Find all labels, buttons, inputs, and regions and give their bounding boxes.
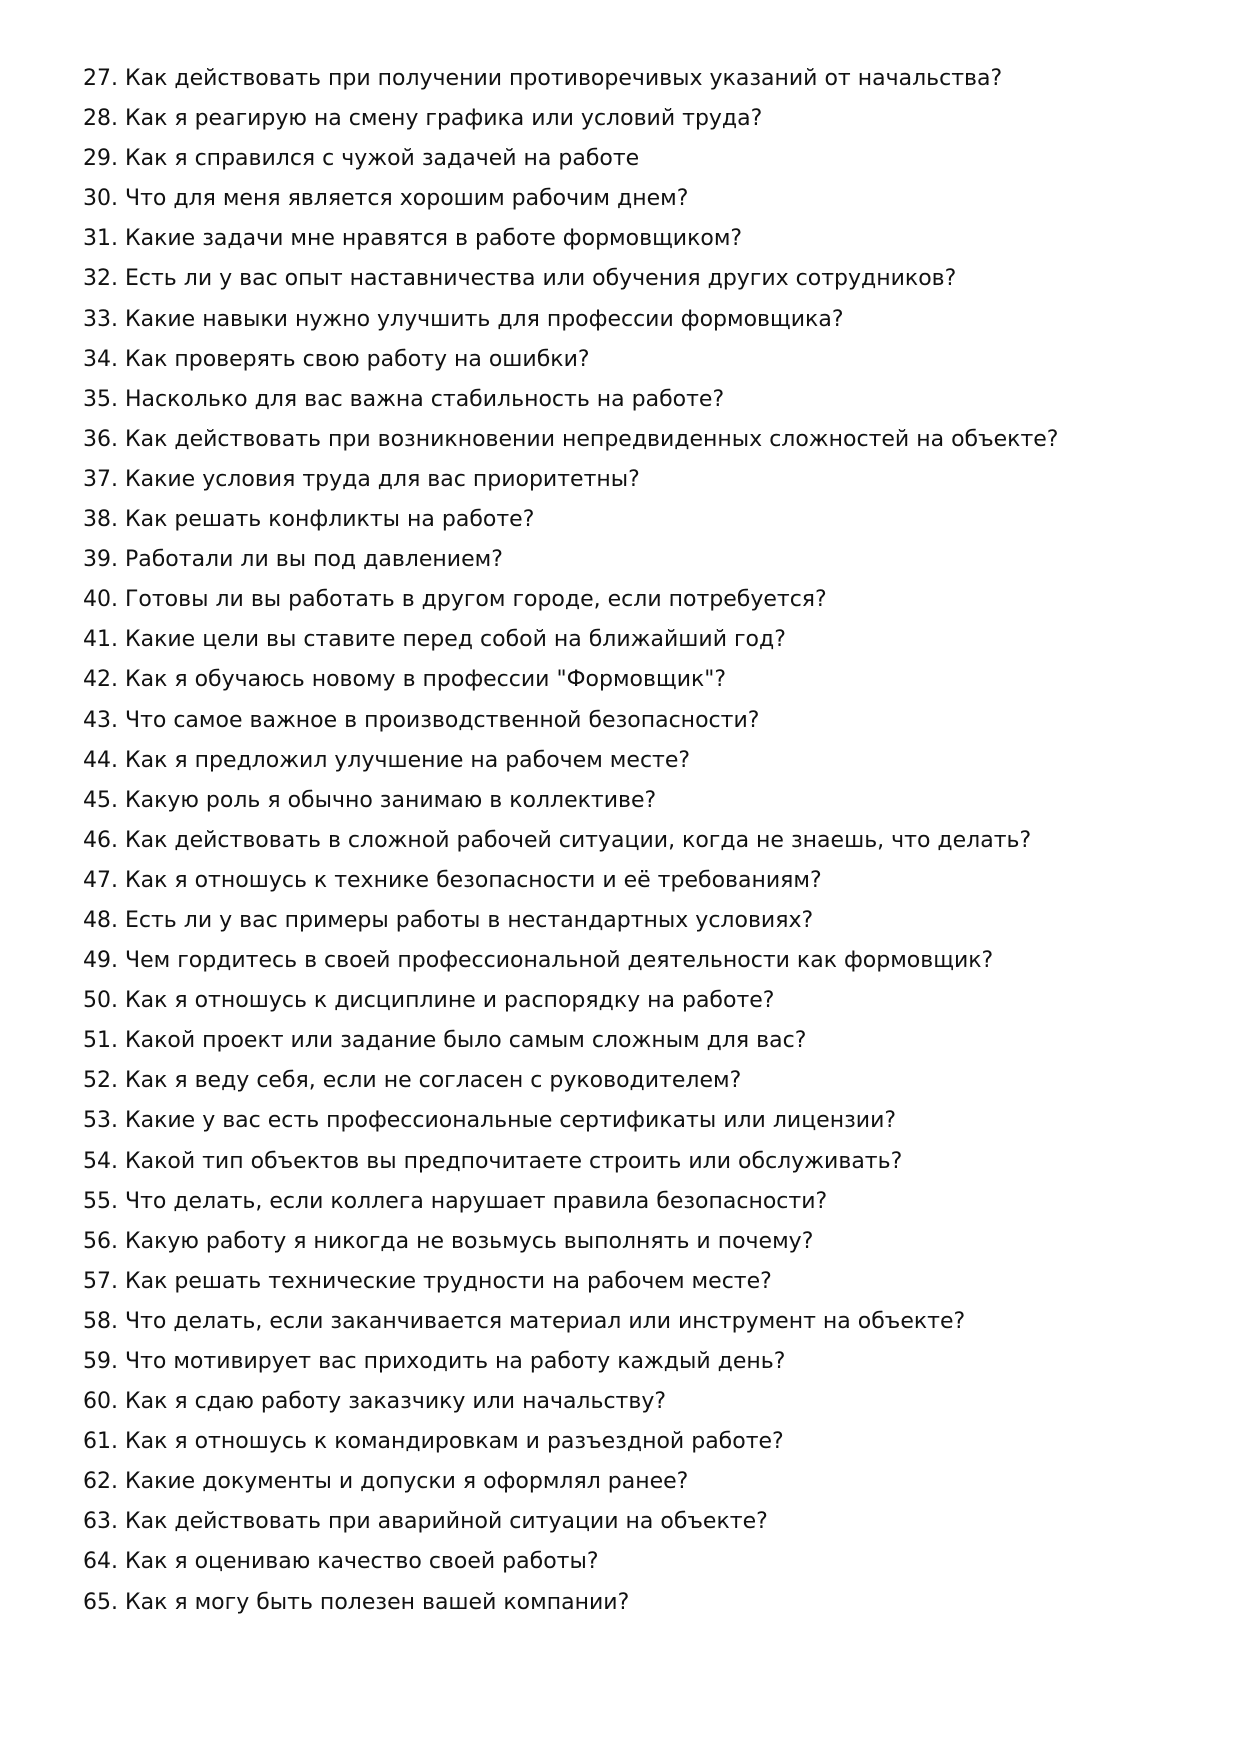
- question-item: 63. Как действовать при аварийной ситуации на объекте?: [83, 1509, 768, 1535]
- question-item: 62. Какие документы и допуски я оформлял ранее?: [83, 1469, 689, 1495]
- question-item: 49. Чем гордитесь в своей профессиональной деятельности как формовщик?: [83, 948, 994, 974]
- question-item: 36. Как действовать при возникновении непредвиденных сложностей на объекте?: [83, 426, 1059, 452]
- question-item: 55. Что делать, если коллега нарушает правила безопасности?: [83, 1188, 828, 1214]
- question-item: 57. Как решать технические трудности на рабочем месте?: [83, 1268, 772, 1294]
- question-item: 60. Как я сдаю работу заказчику или начальству?: [83, 1389, 667, 1415]
- question-item: 48. Есть ли у вас примеры работы в нестандартных условиях?: [83, 907, 814, 933]
- question-item: 41. Какие цели вы ставите перед собой на ближайший год?: [83, 627, 786, 653]
- document-page: [83, 59, 1183, 1623]
- question-item: 64. Как я оцениваю качество своей работы?: [83, 1549, 599, 1575]
- question-list: [83, 59, 1183, 1623]
- question-item: 31. Какие задачи мне нравятся в работе формовщиком?: [83, 226, 743, 252]
- question-item: 46. Как действовать в сложной рабочей ситуации, когда не знаешь, что делать?: [83, 827, 1032, 853]
- question-item: 45. Какую роль я обычно занимаю в коллективе?: [83, 787, 657, 813]
- question-item: 30. Что для меня является хорошим рабочим днем?: [83, 186, 689, 212]
- question-item: 40. Готовы ли вы работать в другом городе, если потребуется?: [83, 587, 827, 613]
- question-item: 43. Что самое важное в производственной безопасности?: [83, 707, 760, 733]
- question-item: 51. Какой проект или задание было самым сложным для вас?: [83, 1028, 807, 1054]
- question-item: 38. Как решать конфликты на работе?: [83, 507, 535, 533]
- question-item: 27. Как действовать при получении противоречивых указаний от начальства?: [83, 66, 1003, 91]
- question-item: 44. Как я предложил улучшение на рабочем месте?: [83, 747, 691, 773]
- question-item: 28. Как я реагирую на смену графика или условий труда?: [83, 106, 763, 132]
- question-item: 58. Что делать, если заканчивается материал или инструмент на объекте?: [83, 1308, 966, 1334]
- question-item: 33. Какие навыки нужно улучшить для профессии формовщика?: [83, 306, 844, 332]
- question-item: 56. Какую работу я никогда не возьмусь выполнять и почему?: [83, 1228, 814, 1254]
- question-item: 50. Как я отношусь к дисциплине и распорядку на работе?: [83, 988, 775, 1014]
- question-item: 54. Какой тип объектов вы предпочитаете строить или обслуживать?: [83, 1148, 903, 1174]
- question-item: 39. Работали ли вы под давлением?: [83, 547, 503, 573]
- question-item: 52. Как я веду себя, если не согласен с руководителем?: [83, 1068, 742, 1094]
- question-item: 35. Насколько для вас важна стабильность на работе?: [83, 386, 725, 412]
- question-item: 53. Какие у вас есть профессиональные сертификаты или лицензии?: [83, 1108, 897, 1134]
- question-item: 32. Есть ли у вас опыт наставничества или обучения других сотрудников?: [83, 266, 957, 292]
- question-item: 47. Как я отношусь к технике безопасности и её требованиям?: [83, 867, 822, 893]
- question-item: 59. Что мотивирует вас приходить на работу каждый день?: [83, 1349, 786, 1374]
- question-item: 37. Какие условия труда для вас приоритетны?: [83, 466, 640, 492]
- question-item: 34. Как проверять свою работу на ошибки?: [83, 346, 590, 372]
- question-item: 65. Как я могу быть полезен вашей компании?: [83, 1589, 630, 1615]
- question-item: 42. Как я обучаюсь новому в профессии "Формовщик"?: [83, 667, 727, 693]
- question-item: 61. Как я отношусь к командировкам и разъездной работе?: [83, 1429, 784, 1455]
- question-item: 29. Как я справился с чужой задачей на работе: [83, 146, 640, 172]
